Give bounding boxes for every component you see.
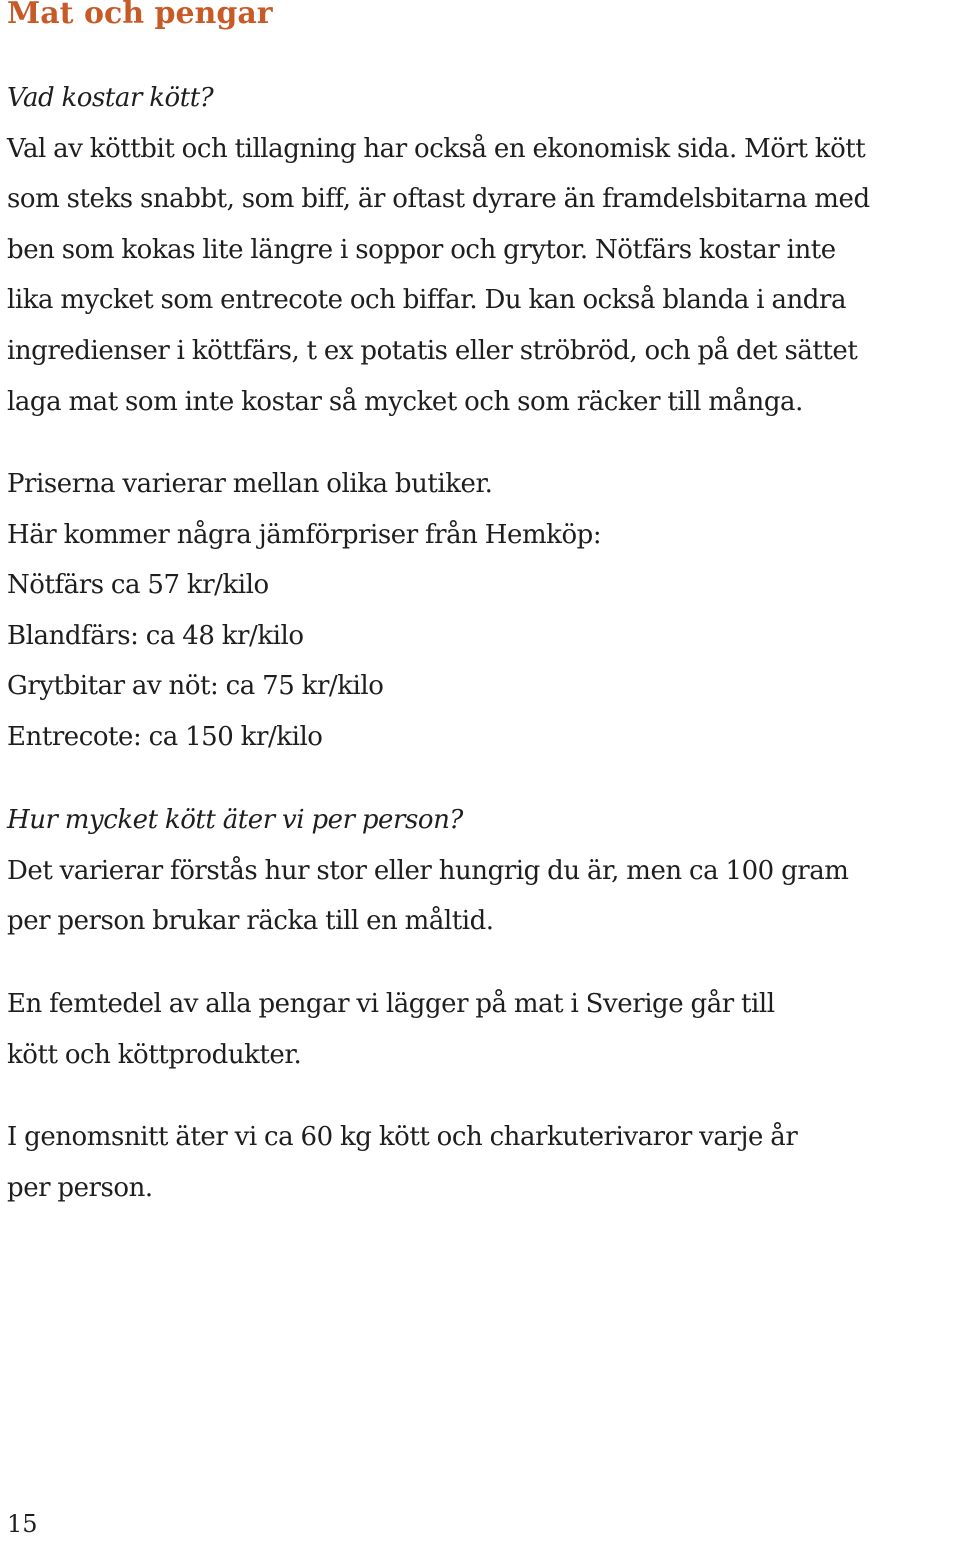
paragraph-line: lika mycket som entrecote och biffar. Du kan också blanda i andra	[7, 285, 847, 316]
section-meat-cost	[7, 73, 957, 427]
paragraph-line: ben som kokas lite längre i soppor och grytor. Nötfärs kostar inte	[7, 234, 836, 265]
paragraph-line: som steks snabbt, som biff, är oftast dyrare än framdelsbitarna med	[7, 184, 870, 215]
price-intro: Priserna varierar mellan olika butiker.	[7, 469, 493, 499]
paragraph-line: per person brukar räcka till en måltid.	[7, 906, 494, 937]
price-item: Nötfärs ca 57 kr/kilo	[7, 570, 269, 601]
page-title: Mat och pengar	[7, 0, 273, 31]
section-meat-per-person	[7, 795, 957, 947]
section-price-list	[7, 459, 957, 763]
price-item: Blandfärs: ca 48 kr/kilo	[7, 620, 304, 651]
price-lead: Här kommer några jämförpriser från Hemköp:	[7, 519, 602, 550]
paragraph-line: laga mat som inte kostar så mycket och som räcker till många.	[7, 386, 803, 417]
price-item: Entrecote: ca 150 kr/kilo	[7, 721, 323, 752]
price-item: Grytbitar av nöt: ca 75 kr/kilo	[7, 671, 384, 702]
paragraph-line: kött och köttprodukter.	[7, 1039, 302, 1070]
page-number: 15	[7, 1510, 38, 1538]
section-heading: Hur mycket kött äter vi per person?	[7, 805, 463, 835]
paragraph-line: I genomsnitt äter vi ca 60 kg kött och charkuterivaror varje år	[7, 1122, 798, 1152]
paragraph-line: Det varierar förstås hur stor eller hungrig du är, men ca 100 gram	[7, 855, 849, 886]
paragraph-line: Val av köttbit och tillagning har också en ekonomisk sida. Mört kött	[7, 133, 866, 164]
fact-meat-consumption	[7, 1112, 957, 1213]
fact-food-spending	[7, 979, 957, 1080]
paragraph-line: ingredienser i köttfärs, t ex potatis eller ströbröd, och på det sättet	[7, 335, 858, 366]
paragraph-line: per person.	[7, 1172, 153, 1203]
paragraph-line: En femtedel av alla pengar vi lägger på mat i Sverige går till	[7, 989, 775, 1019]
section-heading: Vad kostar kött?	[7, 83, 214, 113]
